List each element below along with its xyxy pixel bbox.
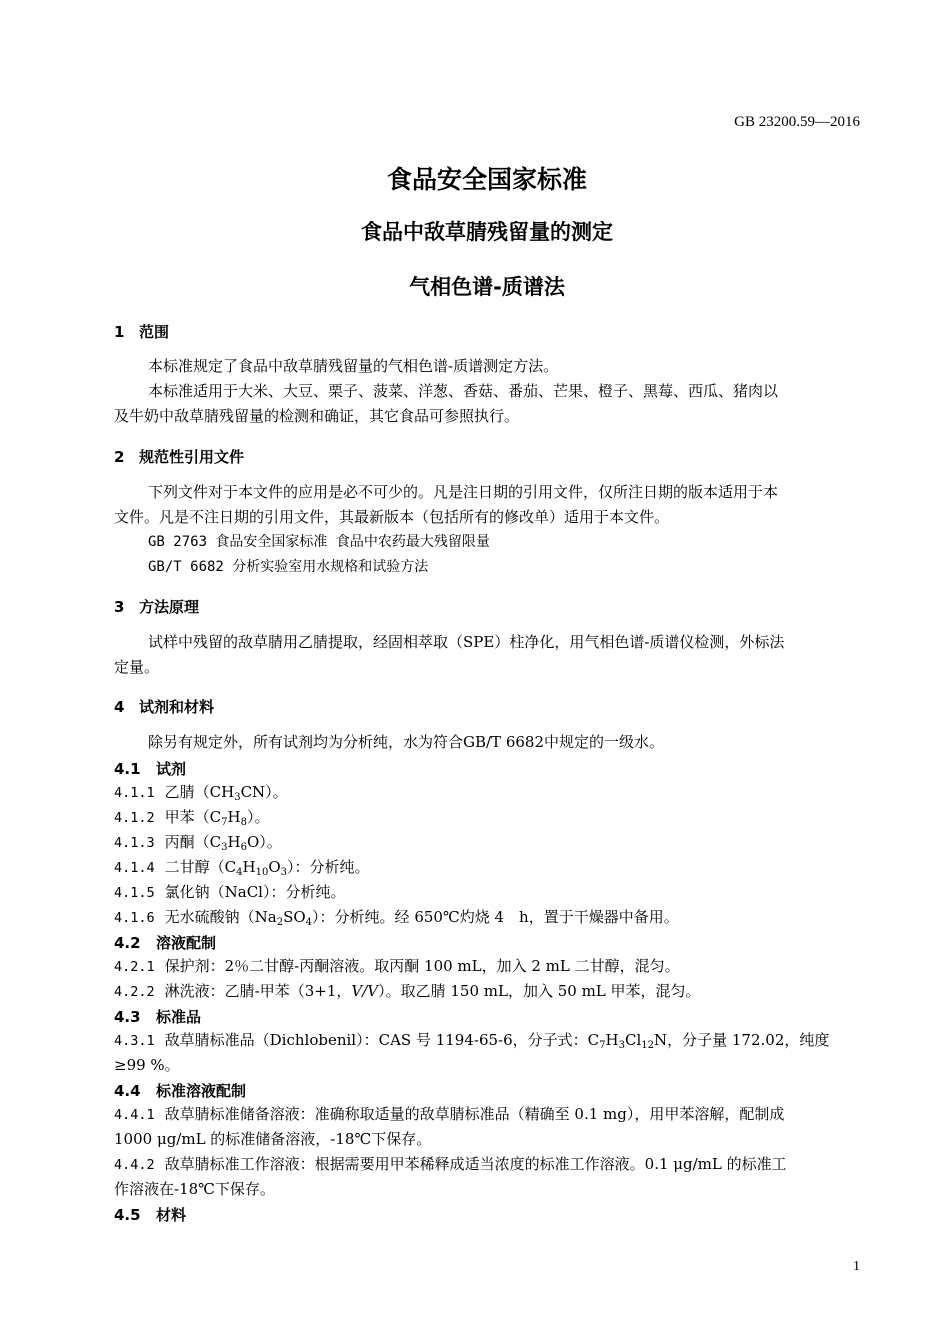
section-title: 规范性引用文件 (139, 448, 245, 466)
s1-paragraph-1: 本标准规定了食品中敌草腈残留量的气相色谱-质谱测定方法。 (148, 357, 559, 375)
item-4-4-2-line-2: 作溶液在-18℃下保存。 (114, 1180, 275, 1198)
page-number: 1 (853, 1259, 860, 1274)
item-4-1-5: 4.1.5 氯化钠（NaCl）：分析纯。 (114, 883, 346, 901)
document-page (114, 0, 860, 1344)
s3-paragraph-line-1: 试样中残留的敌草腈用乙腈提取，经固相萃取（SPE）柱净化，用气相色谱-质谱仪检测，外标法 (148, 633, 785, 651)
item-4-4-1: 4.4.1 敌草腈标准储备溶液：准确称取适量的敌草腈标准品（精确至 0.1 mg），用甲苯溶解，配制成 (114, 1105, 785, 1123)
reference-2: GB/T 6682 分析实验室用水规格和试验方法 (148, 559, 429, 575)
s3-paragraph-line-2: 定量。 (114, 658, 160, 676)
item-4-4-1-line-2: 1000 μg/mL 的标准储备溶液，-18℃下保存。 (114, 1130, 432, 1148)
reference-1: GB 2763 食品安全国家标准 食品中农药最大残留限量 (148, 534, 490, 550)
item-4-4-2: 4.4.2 敌草腈标准工作溶液：根据需要用甲苯稀释成适当浓度的标准工作溶液。0.1 μg/mL 的标准工 (114, 1155, 787, 1173)
item-4-1-1: 4.1.1 乙腈$(CH_3CN)$。 (114, 783, 288, 803)
section-1-heading (114, 321, 169, 342)
item-4-2-1: 4.2.1 保护剂：2％二甘醇-丙酮溶液。取丙酮 100 mL，加入 2 mL 二甘醇，混匀。 (114, 957, 680, 975)
section-title: 方法原理 (139, 598, 200, 616)
item-4-1-6: 4.1.6 无水硫酸钠$(Na_2SO_4)$：分析纯。经 650℃灼烧 4 h，置于干燥器中备用。 (114, 908, 679, 928)
item-4-3-1-line-2: ≥99 %。 (114, 1056, 180, 1074)
item-4-2-2: 4.2.2 淋洗液：乙腈-甲苯（3+1，V/V）。取乙腈 150 mL，加入 50 mL 甲苯，混匀。 (114, 982, 701, 1000)
section-number: 1 (114, 323, 125, 341)
s1-paragraph-2-line-2: 及牛奶中敌草腈残留量的检测和确证，其它食品可参照执行。 (114, 407, 520, 425)
section-3-heading (114, 596, 199, 617)
s2-paragraph-line-1: 下列文件对于本文件的应用是必不可少的。凡是注日期的引用文件，仅所注日期的版本适用于本 (148, 483, 779, 501)
section-title: 试剂和材料 (139, 698, 215, 716)
subsection-4-5-heading: 4.5 材料 (114, 1206, 187, 1224)
item-4-1-3: 4.1.3 丙酮$(C_3H_6O)$。 (114, 833, 282, 853)
item-4-1-2: 4.1.2 甲苯$(C_7H_8)$。 (114, 808, 270, 828)
section-number: 4 (114, 698, 125, 716)
s2-paragraph-line-2: 文件。凡是不注日期的引用文件，其最新版本（包括所有的修改单）适用于本文件。 (114, 508, 670, 526)
method-title: 气相色谱-质谱法 (409, 275, 565, 299)
subsection-4-4-heading: 4.4 标准溶液配制 (114, 1082, 247, 1100)
standard-number: GB 23200.59—2016 (734, 114, 860, 130)
subsection-4-1-heading: 4.1 试剂 (114, 760, 187, 778)
subsection-4-2-heading: 4.2 溶液配制 (114, 934, 217, 952)
sub-title: 食品中敌草腈残留量的测定 (361, 220, 613, 244)
item-4-1-4: 4.1.4 二甘醇$(C_4H_{10}O_3)$：分析纯。 (114, 858, 370, 878)
section-2-heading (114, 446, 244, 467)
s1-paragraph-2-line-1: 本标准适用于大米、大豆、栗子、菠菜、洋葱、香菇、番茄、芒果、橙子、黑莓、西瓜、猪肉以 (148, 382, 779, 400)
subsection-4-3-heading: 4.3 标准品 (114, 1008, 202, 1026)
item-4-3-1: 4.3.1 敌草腈标准品（Dichlobenil）：CAS 号 1194-65-6，分子式：$C_7H_3Cl_{12}N$，分子量 172.02，纯度 (114, 1031, 830, 1051)
s4-paragraph: 除另有规定外，所有试剂均为分析纯，水为符合GB/T 6682中规定的一级水。 (148, 733, 665, 751)
main-title: 食品安全国家标准 (386, 165, 587, 194)
section-number: 2 (114, 448, 125, 466)
section-4-heading (114, 696, 214, 717)
section-number: 3 (114, 598, 125, 616)
section-title: 范围 (139, 323, 170, 341)
